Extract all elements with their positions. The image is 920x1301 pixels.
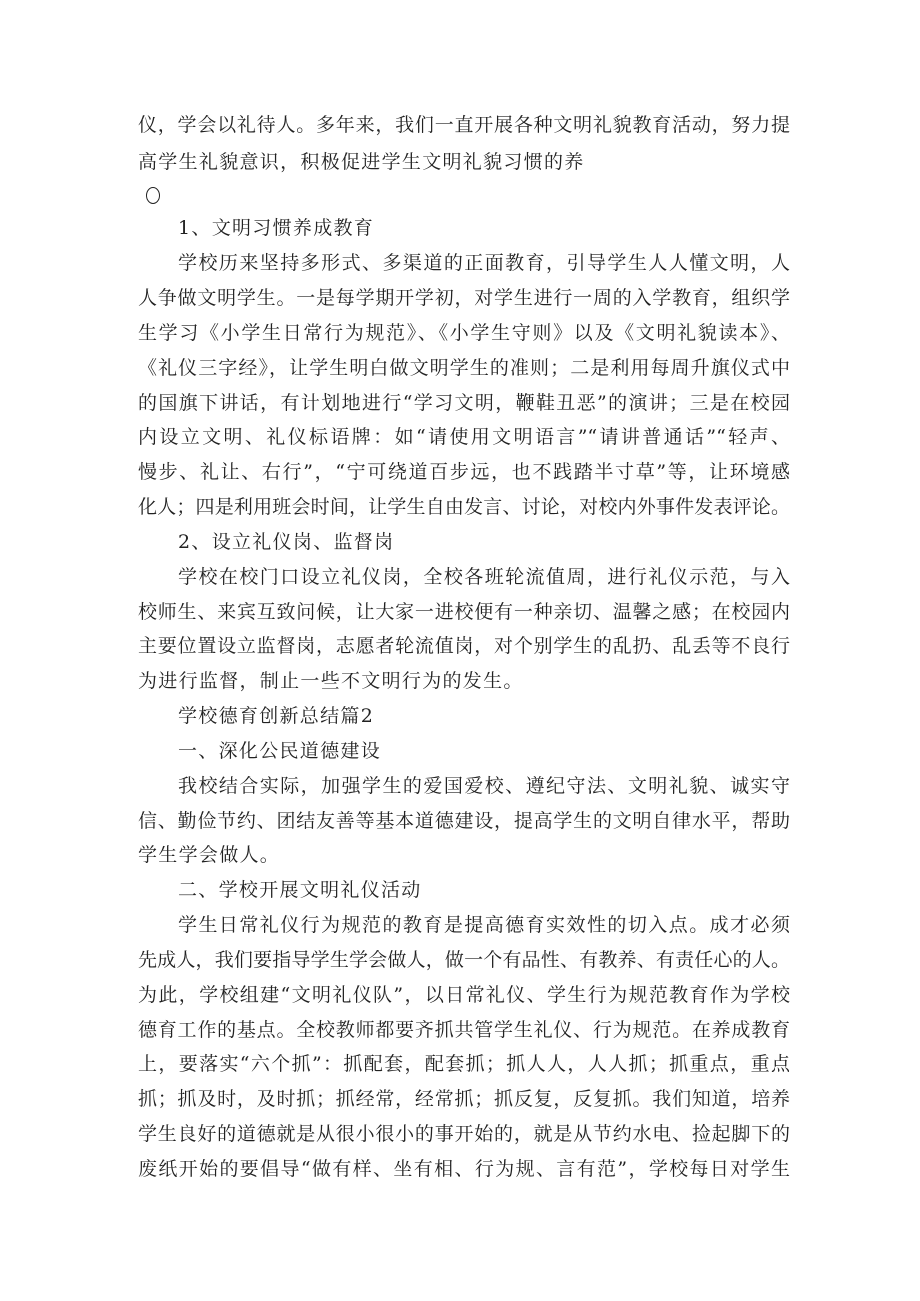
section-heading: 1、文明习惯养成教育 — [178, 217, 375, 239]
article-title: 学校德育创新总结篇2 — [178, 705, 375, 727]
text-line: 校师生、来宾互致问候，让大家一进校便有一种亲切、温馨之感；在校园内 — [138, 601, 790, 623]
circle-mark — [146, 187, 160, 204]
text-line: 学校历来坚持多形式、多渠道的正面教育，引导学生人人懂文明，人 — [178, 252, 790, 274]
text-line: 学生日常礼仪行为规范的教育是提高德育实效性的切入点。成才必须 — [178, 914, 790, 936]
text-line: 为进行监督，制止一些不文明行为的发生。 — [138, 670, 524, 692]
text-line: 先成人，我们要指导学生学会做人，做一个有品性、有教养、有责任心的人。 — [138, 949, 790, 971]
text-line: 生学习《小学生日常行为规范》、《小学生守则》以及《文明礼貌读本》、 — [138, 322, 790, 344]
text-line: 《礼仪三字经》，让学生明白做文明学生的准则；二是利用每周升旗仪式中 — [138, 357, 790, 379]
text-line: 抓；抓及时，及时抓；抓经常，经常抓；抓反复，反复抓。我们知道，培养 — [138, 1088, 790, 1110]
text-line: 我校结合实际，加强学生的爱国爱校、遵纪守法、文明礼貌、诚实守 — [178, 775, 790, 797]
section-heading: 一、深化公民道德建设 — [178, 740, 382, 762]
text-line: 为此，学校组建“文明礼仪队”，以日常礼仪、学生行为规范教育作为学校 — [138, 984, 790, 1006]
text-line: 高学生礼貌意识，积极促进学生文明礼貌习惯的养 — [138, 151, 585, 173]
text-line: 学校在校门口设立礼仪岗，全校各班轮流值周，进行礼仪示范，与入 — [178, 566, 790, 588]
section-heading: 二、学校开展文明礼仪活动 — [178, 879, 422, 901]
text-line: 德育工作的基点。全校教师都要齐抓共管学生礼仪、行为规范。在养成教育 — [138, 1019, 790, 1041]
text-line: 废纸开始的要倡导“做有样、坐有相、行为规、言有范”，学校每日对学生 — [138, 1158, 790, 1180]
text-line: 内设立文明、礼仪标语牌：如“请使用文明语言”“请讲普通话”“轻声、 — [138, 426, 790, 448]
text-line: 仪，学会以礼待人。多年来，我们一直开展各种文明礼貌教育活动，努力提 — [138, 114, 790, 136]
section-heading: 2、设立礼仪岗、监督岗 — [178, 531, 395, 553]
text-line: 化人；四是利用班会时间，让学生自由发言、讨论，对校内外事件发表评论。 — [138, 496, 790, 518]
text-line: 的国旗下讲话，有计划地进行“学习文明，鞭鞋丑恶”的演讲；三是在校园 — [138, 392, 790, 414]
text-line: 上，要落实“六个抓”：抓配套，配套抓；抓人人，人人抓；抓重点，重点 — [138, 1053, 790, 1075]
text-line: 慢步、礼让、右行”，“宁可绕道百步远，也不践踏半寸草”等，让环境感 — [138, 461, 790, 483]
text-line: 人争做文明学生。一是每学期开学初，对学生进行一周的入学教育，组织学 — [138, 287, 790, 309]
text-line: 学生良好的道德就是从很小很小的事开始的，就是从节约水电、捡起脚下的 — [138, 1123, 790, 1145]
text-line: 信、勤俭节约、团结友善等基本道德建设，提高学生的文明自律水平，帮助 — [138, 810, 790, 832]
text-line: 学生学会做人。 — [138, 844, 281, 866]
text-line: 主要位置设立监督岗，志愿者轮流值岗，对个别学生的乱扔、乱丢等不良行 — [138, 635, 790, 657]
